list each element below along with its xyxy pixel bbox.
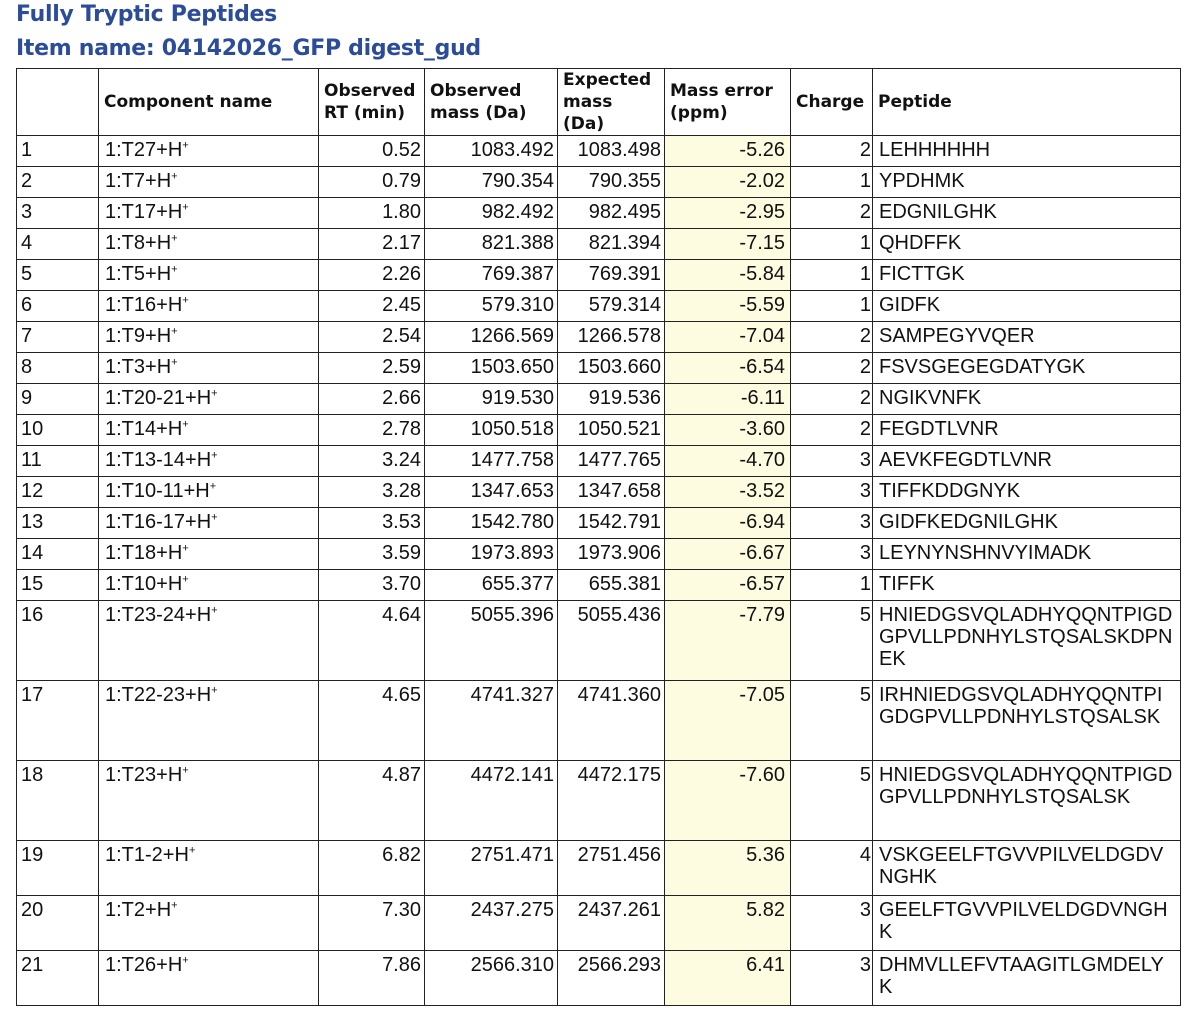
plus-superscript: +	[211, 449, 218, 462]
table-row	[17, 384, 1181, 415]
cell-index: 14	[17, 539, 99, 570]
cell-index: 3	[17, 198, 99, 229]
component-label: 1:T26+H	[105, 954, 183, 976]
cell-peptide: LEHHHHHH	[873, 136, 1181, 167]
cell-component	[99, 896, 319, 951]
cell-rt: 4.87	[319, 761, 425, 841]
cell-observed-mass: 1477.758	[425, 446, 558, 477]
cell-charge: 5	[791, 681, 873, 761]
cell-component	[99, 601, 319, 681]
cell-peptide: GEELFTGVVPILVELDGDVNGHK	[873, 896, 1181, 951]
table-row	[17, 291, 1181, 322]
cell-rt: 3.59	[319, 539, 425, 570]
cell-rt: 2.26	[319, 260, 425, 291]
component-label: 1:T9+H	[105, 325, 172, 347]
cell-expected-mass: 1347.658	[558, 477, 665, 508]
cell-component	[99, 841, 319, 896]
cell-charge: 2	[791, 198, 873, 229]
cell-observed-mass: 769.387	[425, 260, 558, 291]
table-row	[17, 322, 1181, 353]
column-header-charge: Charge	[791, 69, 873, 136]
cell-observed-mass: 1503.650	[425, 353, 558, 384]
table-row	[17, 260, 1181, 291]
table-row	[17, 136, 1181, 167]
cell-component	[99, 260, 319, 291]
cell-peptide: GIDFKEDGNILGHK	[873, 508, 1181, 539]
plus-superscript: +	[182, 573, 189, 586]
plus-superscript: +	[211, 684, 218, 697]
cell-rt: 7.30	[319, 896, 425, 951]
cell-expected-mass: 5055.436	[558, 601, 665, 681]
cell-observed-mass: 655.377	[425, 570, 558, 601]
cell-mass-error: -6.11	[665, 384, 791, 415]
table-row	[17, 951, 1181, 1006]
cell-mass-error: -7.05	[665, 681, 791, 761]
cell-expected-mass: 821.394	[558, 229, 665, 260]
cell-component	[99, 570, 319, 601]
cell-component	[99, 136, 319, 167]
table-row	[17, 198, 1181, 229]
cell-peptide: GIDFK	[873, 291, 1181, 322]
cell-observed-mass: 821.388	[425, 229, 558, 260]
column-header-expected-mass: Expected mass (Da)	[558, 69, 665, 136]
component-label: 1:T22-23+H	[105, 684, 212, 706]
plus-superscript: +	[171, 356, 178, 369]
cell-observed-mass: 4741.327	[425, 681, 558, 761]
cell-peptide: IRHNIEDGSVQLADHYQQNTPIGDGPVLLPDNHYLSTQSALSK	[873, 681, 1181, 761]
cell-index: 4	[17, 229, 99, 260]
cell-mass-error: -6.54	[665, 353, 791, 384]
table-row	[17, 167, 1181, 198]
cell-component	[99, 761, 319, 841]
cell-peptide: LEYNYNSHNVYIMADK	[873, 539, 1181, 570]
component-label: 1:T3+H	[105, 356, 172, 378]
plus-superscript: +	[182, 139, 189, 152]
cell-index: 7	[17, 322, 99, 353]
cell-rt: 2.78	[319, 415, 425, 446]
plus-superscript: +	[188, 844, 196, 857]
cell-mass-error: -4.70	[665, 446, 791, 477]
cell-mass-error: -5.84	[665, 260, 791, 291]
cell-rt: 0.52	[319, 136, 425, 167]
cell-observed-mass: 1050.518	[425, 415, 558, 446]
cell-mass-error: 6.41	[665, 951, 791, 1006]
cell-charge: 3	[791, 477, 873, 508]
plus-superscript: +	[182, 542, 189, 555]
cell-rt: 3.24	[319, 446, 425, 477]
cell-mass-error: -6.94	[665, 508, 791, 539]
cell-index: 21	[17, 951, 99, 1006]
table-row	[17, 601, 1181, 681]
page-title: Fully Tryptic Peptides	[16, 2, 277, 27]
cell-charge: 5	[791, 761, 873, 841]
cell-index: 11	[17, 446, 99, 477]
cell-mass-error: -6.57	[665, 570, 791, 601]
cell-mass-error: -5.59	[665, 291, 791, 322]
cell-charge: 1	[791, 260, 873, 291]
cell-peptide: FEGDTLVNR	[873, 415, 1181, 446]
table-row	[17, 681, 1181, 761]
cell-expected-mass: 4472.175	[558, 761, 665, 841]
table-row	[17, 539, 1181, 570]
cell-mass-error: -3.52	[665, 477, 791, 508]
cell-observed-mass: 1347.653	[425, 477, 558, 508]
cell-peptide: YPDHMK	[873, 167, 1181, 198]
cell-rt: 2.17	[319, 229, 425, 260]
cell-observed-mass: 2437.275	[425, 896, 558, 951]
component-label: 1:T20-21+H	[105, 387, 212, 409]
cell-component	[99, 322, 319, 353]
cell-expected-mass: 919.536	[558, 384, 665, 415]
component-label: 1:T18+H	[105, 542, 183, 564]
cell-index: 18	[17, 761, 99, 841]
component-label: 1:T16-17+H	[105, 511, 212, 533]
table-row	[17, 229, 1181, 260]
cell-peptide: NGIKVNFK	[873, 384, 1181, 415]
cell-peptide: HNIEDGSVQLADHYQQNTPIGDGPVLLPDNHYLSTQSALSK	[873, 761, 1181, 841]
cell-expected-mass: 982.495	[558, 198, 665, 229]
cell-component	[99, 229, 319, 260]
component-label: 1:T1-2+H	[105, 844, 189, 866]
table-row	[17, 415, 1181, 446]
cell-index: 9	[17, 384, 99, 415]
cell-charge: 1	[791, 167, 873, 198]
cell-component	[99, 508, 319, 539]
cell-rt: 2.66	[319, 384, 425, 415]
cell-index: 20	[17, 896, 99, 951]
cell-index: 1	[17, 136, 99, 167]
cell-charge: 3	[791, 539, 873, 570]
cell-charge: 3	[791, 896, 873, 951]
cell-expected-mass: 1266.578	[558, 322, 665, 353]
plus-superscript: +	[182, 201, 189, 214]
component-label: 1:T2+H	[105, 899, 172, 921]
cell-charge: 1	[791, 229, 873, 260]
cell-rt: 3.53	[319, 508, 425, 539]
table-row	[17, 353, 1181, 384]
cell-component	[99, 951, 319, 1006]
plus-superscript: +	[171, 325, 178, 338]
plus-superscript: +	[209, 480, 217, 493]
cell-mass-error: -6.67	[665, 539, 791, 570]
cell-expected-mass: 4741.360	[558, 681, 665, 761]
cell-observed-mass: 579.310	[425, 291, 558, 322]
component-label: 1:T8+H	[105, 232, 172, 254]
cell-observed-mass: 790.354	[425, 167, 558, 198]
cell-index: 10	[17, 415, 99, 446]
cell-peptide: SAMPEGYVQER	[873, 322, 1181, 353]
cell-index: 5	[17, 260, 99, 291]
plus-superscript: +	[171, 899, 178, 912]
peptide-table	[16, 68, 1181, 1006]
cell-rt: 0.79	[319, 167, 425, 198]
cell-index: 13	[17, 508, 99, 539]
component-label: 1:T13-14+H	[105, 449, 212, 471]
cell-charge: 1	[791, 570, 873, 601]
cell-expected-mass: 769.391	[558, 260, 665, 291]
column-header-component: Component name	[99, 69, 319, 136]
plus-superscript: +	[182, 954, 189, 967]
cell-rt: 6.82	[319, 841, 425, 896]
cell-component	[99, 353, 319, 384]
cell-expected-mass: 2751.456	[558, 841, 665, 896]
item-name: Item name: 04142026_GFP digest_gud	[16, 36, 481, 61]
table-row	[17, 841, 1181, 896]
cell-expected-mass: 579.314	[558, 291, 665, 322]
component-label: 1:T27+H	[105, 139, 183, 161]
cell-peptide: DHMVLLEFVTAAGITLGMDELYK	[873, 951, 1181, 1006]
cell-rt: 4.64	[319, 601, 425, 681]
cell-observed-mass: 1266.569	[425, 322, 558, 353]
cell-index: 2	[17, 167, 99, 198]
plus-superscript: +	[211, 387, 218, 400]
table-row	[17, 570, 1181, 601]
column-header-mass-error: Mass error (ppm)	[665, 69, 791, 136]
plus-superscript: +	[211, 604, 218, 617]
component-label: 1:T7+H	[105, 170, 172, 192]
cell-expected-mass: 790.355	[558, 167, 665, 198]
component-label: 1:T23+H	[105, 764, 183, 786]
component-label: 1:T14+H	[105, 418, 183, 440]
plus-superscript: +	[182, 418, 189, 431]
cell-mass-error: -2.02	[665, 167, 791, 198]
component-label: 1:T16+H	[105, 294, 183, 316]
cell-rt: 3.28	[319, 477, 425, 508]
component-label: 1:T10-11+H	[105, 480, 210, 502]
cell-peptide: HNIEDGSVQLADHYQQNTPIGDGPVLLPDNHYLSTQSALSKDPNEK	[873, 601, 1181, 681]
cell-expected-mass: 1477.765	[558, 446, 665, 477]
cell-charge: 2	[791, 136, 873, 167]
cell-index: 19	[17, 841, 99, 896]
cell-component	[99, 539, 319, 570]
cell-expected-mass: 1542.791	[558, 508, 665, 539]
cell-observed-mass: 1542.780	[425, 508, 558, 539]
cell-charge: 3	[791, 951, 873, 1006]
cell-charge: 1	[791, 291, 873, 322]
cell-peptide: QHDFFK	[873, 229, 1181, 260]
cell-component	[99, 291, 319, 322]
column-header-peptide: Peptide	[873, 69, 1181, 136]
cell-component	[99, 681, 319, 761]
cell-charge: 2	[791, 353, 873, 384]
cell-component	[99, 446, 319, 477]
cell-index: 6	[17, 291, 99, 322]
cell-expected-mass: 1503.660	[558, 353, 665, 384]
table-body	[17, 136, 1181, 1006]
plus-superscript: +	[171, 170, 178, 183]
cell-peptide: TIFFKDDGNYK	[873, 477, 1181, 508]
cell-observed-mass: 1973.893	[425, 539, 558, 570]
cell-component	[99, 384, 319, 415]
cell-charge: 2	[791, 322, 873, 353]
cell-rt: 2.45	[319, 291, 425, 322]
cell-mass-error: -7.60	[665, 761, 791, 841]
cell-mass-error: 5.36	[665, 841, 791, 896]
cell-rt: 7.86	[319, 951, 425, 1006]
cell-observed-mass: 919.530	[425, 384, 558, 415]
cell-expected-mass: 1973.906	[558, 539, 665, 570]
cell-peptide: FICTTGK	[873, 260, 1181, 291]
cell-expected-mass: 2566.293	[558, 951, 665, 1006]
cell-observed-mass: 2566.310	[425, 951, 558, 1006]
cell-expected-mass: 655.381	[558, 570, 665, 601]
component-label: 1:T17+H	[105, 201, 183, 223]
cell-rt: 1.80	[319, 198, 425, 229]
plus-superscript: +	[182, 764, 189, 777]
cell-peptide: AEVKFEGDTLVNR	[873, 446, 1181, 477]
cell-expected-mass: 1050.521	[558, 415, 665, 446]
cell-index: 16	[17, 601, 99, 681]
plus-superscript: +	[171, 263, 178, 276]
column-header-index	[17, 69, 99, 136]
table-row	[17, 477, 1181, 508]
plus-superscript: +	[211, 511, 218, 524]
cell-component	[99, 198, 319, 229]
cell-charge: 3	[791, 446, 873, 477]
cell-peptide: TIFFK	[873, 570, 1181, 601]
table-row	[17, 508, 1181, 539]
cell-component	[99, 477, 319, 508]
cell-observed-mass: 5055.396	[425, 601, 558, 681]
cell-mass-error: -7.15	[665, 229, 791, 260]
cell-index: 17	[17, 681, 99, 761]
cell-index: 8	[17, 353, 99, 384]
column-header-rt: Observed RT (min)	[319, 69, 425, 136]
column-header-observed-mass: Observed mass (Da)	[425, 69, 558, 136]
cell-rt: 2.59	[319, 353, 425, 384]
cell-charge: 4	[791, 841, 873, 896]
table-row	[17, 446, 1181, 477]
table-row	[17, 896, 1181, 951]
cell-mass-error: -7.04	[665, 322, 791, 353]
component-label: 1:T10+H	[105, 573, 183, 595]
cell-charge: 2	[791, 384, 873, 415]
cell-peptide: FSVSGEGEGDATYGK	[873, 353, 1181, 384]
cell-charge: 5	[791, 601, 873, 681]
cell-observed-mass: 4472.141	[425, 761, 558, 841]
cell-mass-error: 5.82	[665, 896, 791, 951]
cell-rt: 3.70	[319, 570, 425, 601]
cell-observed-mass: 2751.471	[425, 841, 558, 896]
cell-rt: 2.54	[319, 322, 425, 353]
plus-superscript: +	[182, 294, 189, 307]
plus-superscript: +	[171, 232, 178, 245]
cell-peptide: EDGNILGHK	[873, 198, 1181, 229]
cell-mass-error: -5.26	[665, 136, 791, 167]
cell-mass-error: -7.79	[665, 601, 791, 681]
component-label: 1:T23-24+H	[105, 604, 212, 626]
table-row	[17, 761, 1181, 841]
cell-observed-mass: 982.492	[425, 198, 558, 229]
table-header-row	[17, 69, 1181, 136]
cell-expected-mass: 2437.261	[558, 896, 665, 951]
cell-expected-mass: 1083.498	[558, 136, 665, 167]
cell-index: 12	[17, 477, 99, 508]
cell-peptide: VSKGEELFTGVVPILVELDGDVNGHK	[873, 841, 1181, 896]
cell-mass-error: -2.95	[665, 198, 791, 229]
cell-component	[99, 167, 319, 198]
cell-index: 15	[17, 570, 99, 601]
cell-component	[99, 415, 319, 446]
cell-charge: 2	[791, 415, 873, 446]
component-label: 1:T5+H	[105, 263, 172, 285]
cell-rt: 4.65	[319, 681, 425, 761]
cell-charge: 3	[791, 508, 873, 539]
cell-mass-error: -3.60	[665, 415, 791, 446]
cell-observed-mass: 1083.492	[425, 136, 558, 167]
